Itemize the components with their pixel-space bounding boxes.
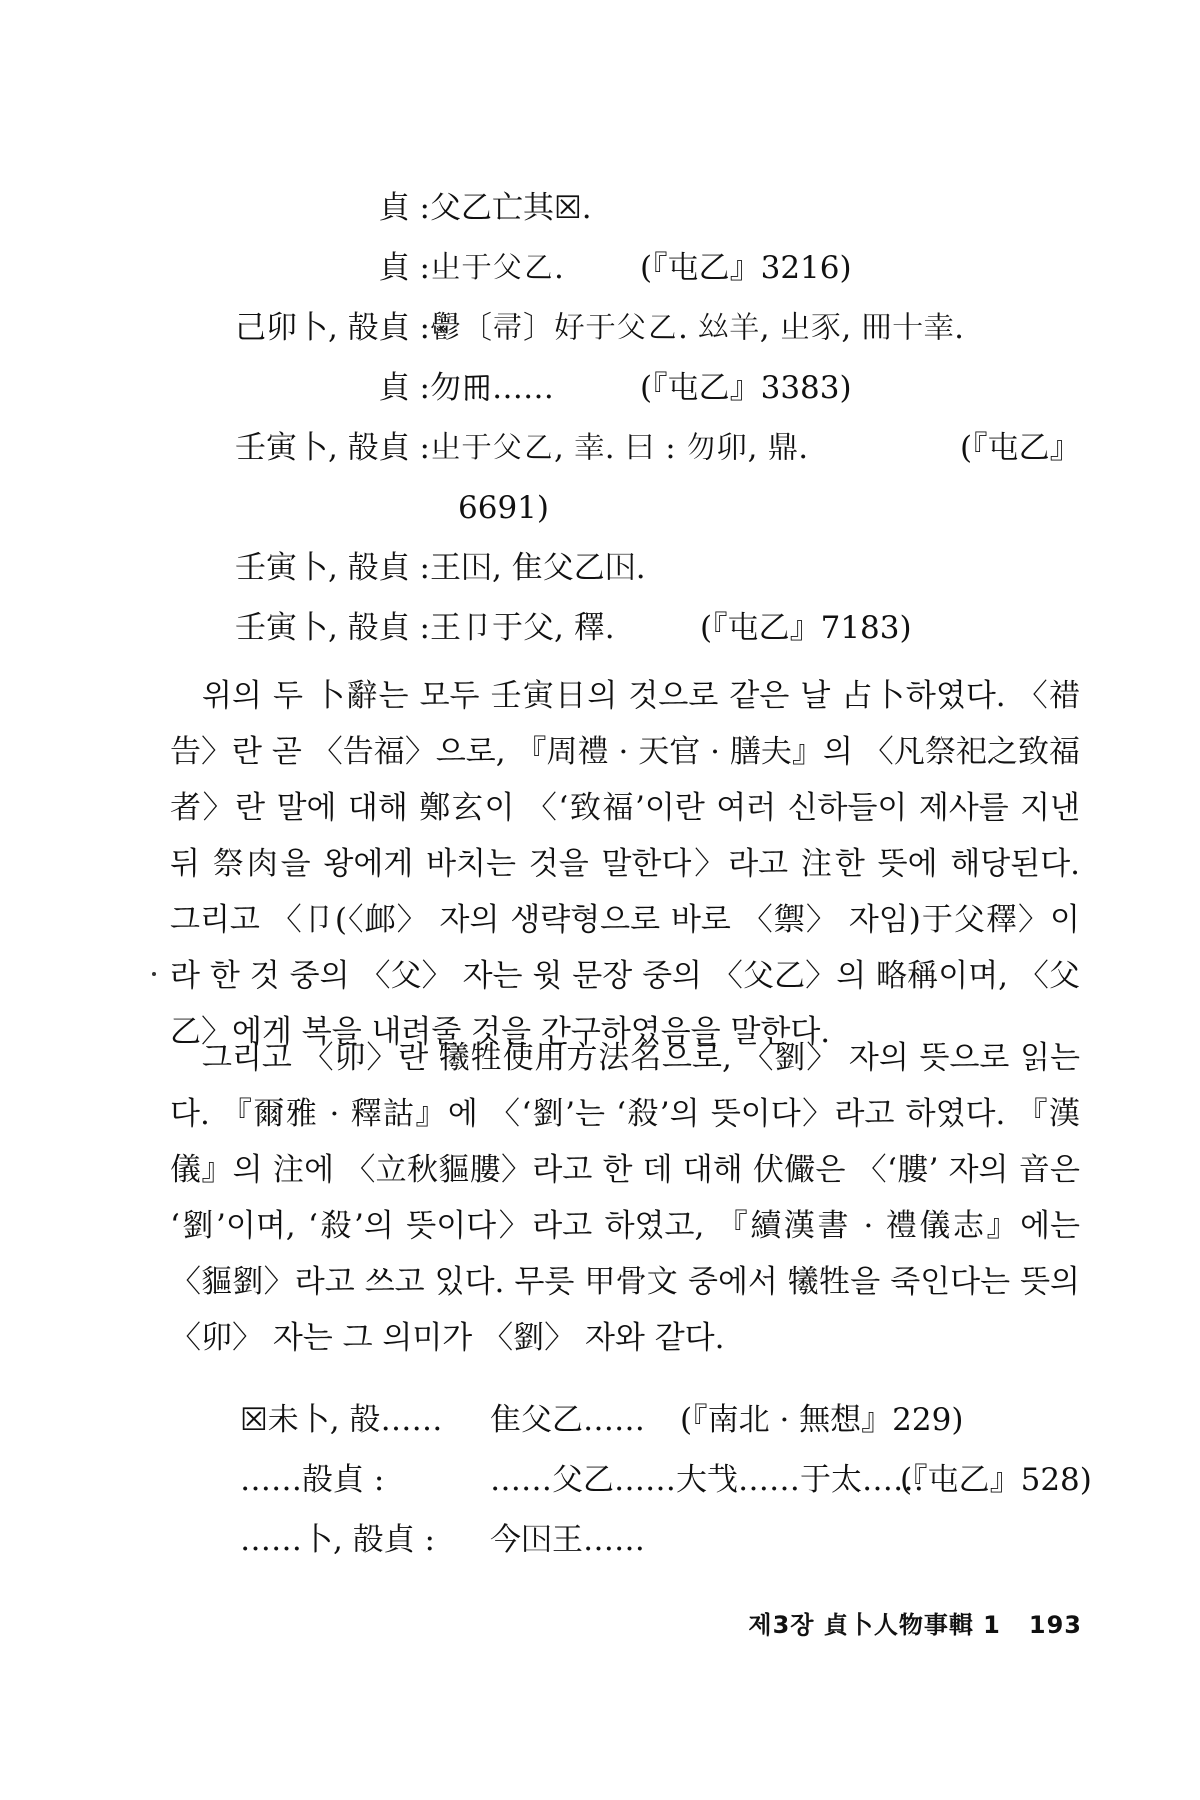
inscription-label: ……卜, 㱿貞 : xyxy=(240,1522,436,1558)
inscription-line xyxy=(0,418,1200,478)
inscription-line xyxy=(0,178,1200,238)
inscription-label: 壬寅卜, 㱿貞 : xyxy=(234,550,430,586)
inscription-text: 𡳿于父乙. xyxy=(430,250,564,286)
inscription-citation: (『屯乙』7183) xyxy=(700,610,912,646)
inscription-citation: (『屯乙』3383) xyxy=(640,370,852,406)
inscription-line xyxy=(0,298,1200,358)
inscription-text: 勿𠕁…… xyxy=(430,370,554,406)
body-paragraph: 위의 두 卜辭는 모두 壬寅日의 것으로 같은 날 占卜하였다. 〈䄍告〉란 곧 〈告福〉으로, 『周禮 · 天官 · 膳夫』의 〈凡祭祀之致福者〉란 말에 대해 鄭玄이 〈‘致福’이란 여러 신하들이 제사를 지낸 뒤 祭肉을 왕에게 바치는 것을 말한다〉라고 注한 뜻에 해당된다. 그리고 〈卩(〈䘏〉 자의 생략형으로 바로 〈禦〉 자임)于父䆁〉이라 한 것 중의 〈父〉 자는 윗 문장 중의 〈父乙〉의 略稱이며, 〈父乙〉에게 복을 내려줄 것을 간구하였음을 말한다. xyxy=(170,678,1080,1050)
inscription-label: 壬寅卜, 㱿貞 : xyxy=(234,610,430,646)
inscription-label: 壬寅卜, 㱿貞 : xyxy=(234,430,430,466)
inscription-line xyxy=(0,1510,1200,1570)
inscription-line xyxy=(0,598,1200,658)
chapter-title: 제3장 貞卜人物事輯 1 xyxy=(748,1611,1001,1639)
inscription-label: 己卯卜, 㱿貞 : xyxy=(234,310,430,346)
inscription-label: ……㱿貞 : xyxy=(240,1462,385,1498)
inscription-line xyxy=(0,1390,1200,1450)
oracle-inscriptions-top xyxy=(0,178,1200,658)
inscription-text: 王𡆥, 隹父乙𡆥. xyxy=(430,550,646,586)
inscription-text: 父乙亡其☒. xyxy=(430,190,592,226)
inscription-text: 𩰪〔帚〕好于父乙. 𢆶羊, 𡳿豕, 𠕁十𦍒. xyxy=(430,310,964,346)
inscription-citation: (『屯乙』528) xyxy=(900,1462,1092,1498)
inscription-text: 王卩于父, 䆁. xyxy=(430,610,615,646)
page-footer xyxy=(748,1605,1082,1640)
inscription-line xyxy=(0,1450,1200,1510)
inscription-label: 貞 : xyxy=(378,190,430,226)
inscription-label: 貞 : xyxy=(378,370,430,406)
inscription-label: 貞 : xyxy=(378,250,430,286)
inscription-label: ☒未卜, 㱿…… xyxy=(240,1402,443,1438)
inscription-text: 𡳿于父乙, 𦍒. 曰 : 勿卯, 鼎. xyxy=(430,430,809,466)
inscription-text: ……父乙……大𢦏……于太…… xyxy=(490,1462,924,1498)
inscription-text: 隹父乙…… xyxy=(490,1402,645,1438)
inscription-text: 6691) xyxy=(458,490,549,526)
margin-dot xyxy=(152,972,156,976)
body-paragraph: 그리고 〈卯〉란 犧牲使用方法名으로, 〈劉〉 자의 뜻으로 읽는다. 『爾雅 · 釋詁』에 〈‘劉’는 ‘殺’의 뜻이다〉라고 하였다. 『漢儀』의 注에 〈立秋貙膢〉라고 한 데 대해 伏儼은 〈‘膢’ 자의 音은 ‘劉’이며, ‘殺’의 뜻이다〉라고 하였고, 『續漢書 · 禮儀志』에는 〈貙劉〉라고 쓰고 있다. 무릇 甲骨文 중에서 犧牲을 죽인다는 뜻의 〈卯〉 자는 그 의미가 〈劉〉 자와 같다. xyxy=(170,1040,1080,1356)
inscription-text: 今𡆥王…… xyxy=(490,1522,645,1558)
inscription-citation: (『屯乙』3216) xyxy=(640,250,852,286)
page-number: 193 xyxy=(1028,1611,1082,1639)
inscription-citation: (『南北 · 無想』229) xyxy=(680,1402,964,1438)
inscription-line xyxy=(0,478,1200,538)
inscription-citation: (『屯乙』 xyxy=(960,430,1081,466)
inscription-line xyxy=(0,238,1200,298)
inscription-line xyxy=(0,358,1200,418)
oracle-inscriptions-bottom xyxy=(0,1390,1200,1570)
inscription-line xyxy=(0,538,1200,598)
